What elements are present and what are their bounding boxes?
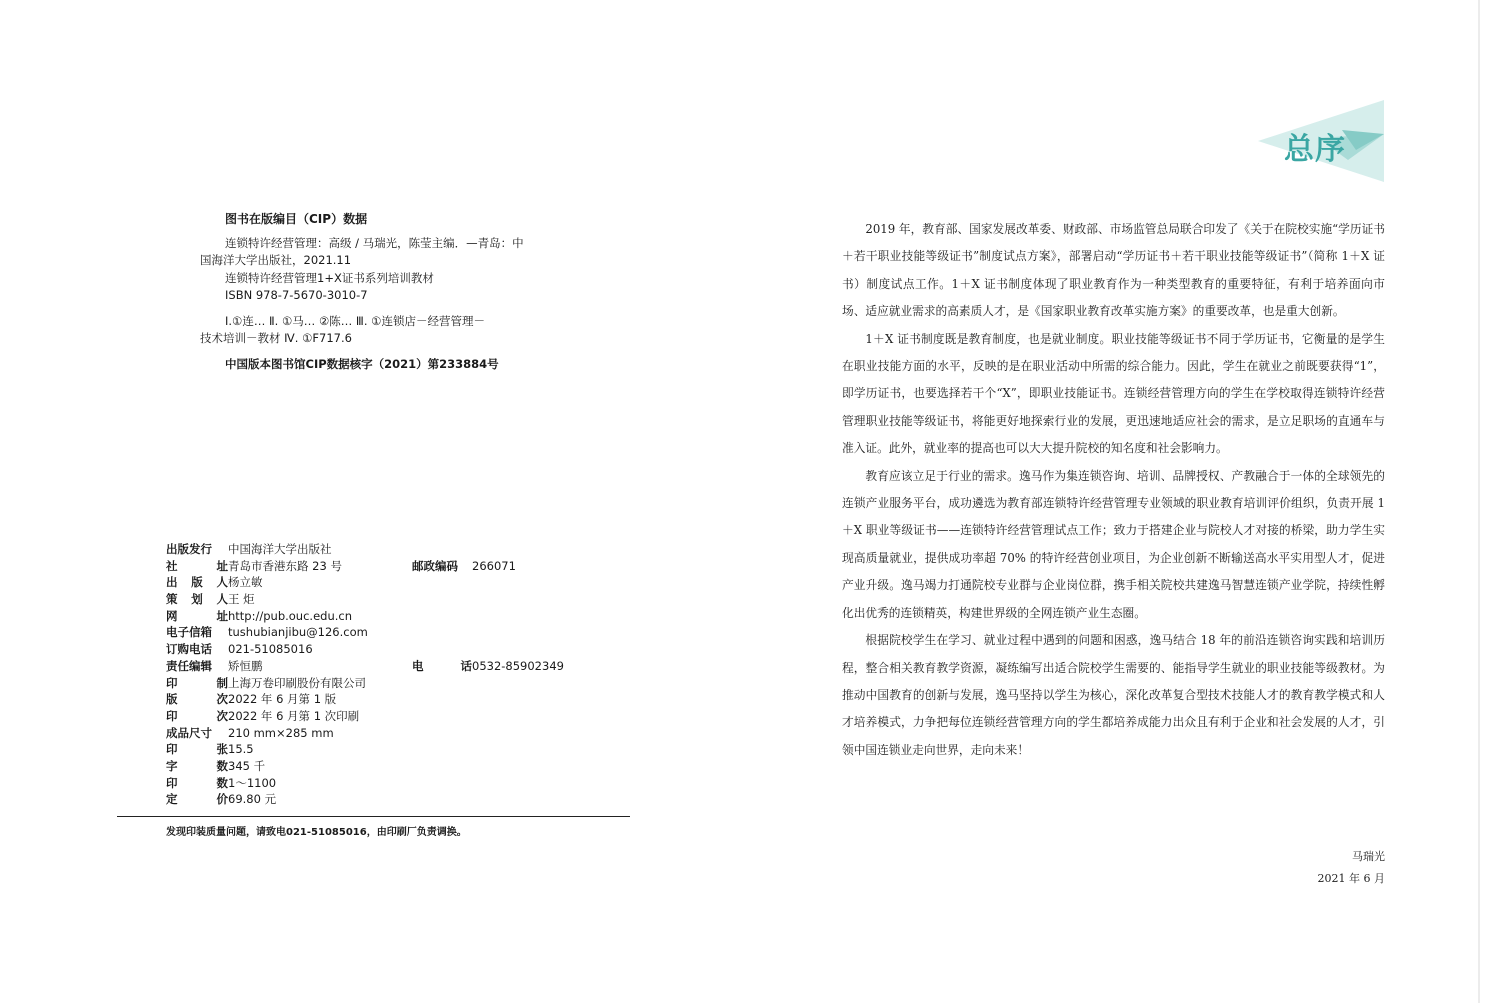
imprint-row — [166, 725, 564, 742]
divider-line — [117, 816, 630, 817]
imprint-value: tushubianjibu@126.com — [228, 625, 368, 640]
imprint-label: 印 次 — [166, 708, 228, 723]
imprint-label: 订购电话 — [166, 642, 212, 657]
imprint-value: 266071 — [472, 558, 516, 573]
cip-isbn: ISBN 978-7-5670-3010-7 — [225, 288, 368, 302]
cip-block — [200, 211, 570, 373]
imprint-label: 印 制 — [166, 675, 228, 690]
imprint-label: 电 话 — [412, 658, 472, 673]
preface-body — [842, 216, 1385, 764]
imprint-value: http://pub.ouc.edu.cn — [228, 608, 353, 623]
imprint-row — [166, 608, 564, 625]
imprint-value: 上海万卷印刷股份有限公司 — [228, 675, 366, 690]
imprint-label: 电子信箱 — [166, 625, 212, 640]
quality-note: 发现印装质量问题，请致电021-51085016，由印刷厂负责调换。 — [166, 827, 467, 838]
cip-title: 图书在版编目（CIP）数据 — [225, 212, 368, 226]
imprint-row — [166, 758, 564, 775]
imprint-value: 王 炬 — [228, 592, 255, 607]
preface-date: 2021 年 6 月 — [1317, 872, 1385, 885]
imprint-label: 出 版 人 — [166, 575, 228, 590]
cip-line: 连锁特许经营管理：高级 / 马瑞光，陈莹主编．—青岛：中 — [225, 235, 524, 250]
imprint-row — [166, 691, 564, 708]
imprint-label: 字 数 — [166, 758, 228, 773]
imprint-label: 版 次 — [166, 692, 228, 707]
imprint-value: 中国海洋大学出版社 — [228, 542, 332, 556]
imprint-value: 青岛市香港东路 23 号 — [228, 558, 342, 573]
cip-line: 国海洋大学出版社，2021.11 — [200, 253, 352, 267]
imprint-row — [166, 574, 564, 591]
imprint-label: 邮政编码 — [412, 558, 458, 573]
imprint-row — [166, 624, 564, 641]
imprint-value: 15.5 — [228, 742, 254, 757]
preface-paragraph: 1＋X 证书制度既是教育制度，也是就业制度。职业技能等级证书不同于学历证书，它衡量的是学生在职业技能方面的水平，反映的是在职业活动中所需的综合能力。因此，学生在就业之前既要获得“1”，即学历证书，也要选择若干个“X”，即职业技能证书。连锁经营管理方向的学生在学校取得连锁特许经营管理职业技能等级证书，将能更好地探索行业的发展，更迅速地适应社会的需求，是立足职场的直通车与准入证。此外，就业率的提高也可以大大提升院校的知名度和社会影响力。 — [842, 331, 1385, 456]
imprint-value: 矫恒鹏 — [228, 658, 263, 673]
imprint-row — [166, 658, 564, 675]
imprint-label: 责任编辑 — [166, 658, 212, 673]
imprint-value: 2022 年 6 月第 1 版 — [228, 692, 337, 707]
imprint-row — [166, 558, 564, 575]
imprint-row — [166, 541, 564, 558]
preface-paragraph: 根据院校学生在学习、就业过程中遇到的问题和困惑，逸马结合 18 年的前沿连锁咨询实践和培训历程，整合相关教育教学资源，凝练编写出适合院校学生需要的、能指导学生就业的职业技能等级教材。为推动中国教育的创新与发展，逸马坚持以学生为核心，深化改革复合型技术技能人才的教育教学模式和人才培养模式，力争把每位连锁经营管理方向的学生都培养成能力出众且有利于企业和社会发展的人才，引领中国连锁业走向世界，走向未来！ — [842, 633, 1385, 757]
imprint-value: 345 千 — [228, 758, 266, 773]
page-edge — [1478, 0, 1480, 1003]
imprint-value: 210 mm×285 mm — [228, 725, 334, 740]
imprint-label: 出版发行 — [166, 542, 212, 556]
imprint-table — [166, 541, 564, 808]
cip-line: Ⅰ.①连… Ⅱ. ①马… ②陈… Ⅲ. ①连锁店－经营管理－ — [225, 313, 485, 328]
imprint-label: 成品尺寸 — [166, 725, 212, 740]
imprint-row — [166, 675, 564, 692]
imprint-value: 021-51085016 — [228, 642, 313, 657]
imprint-label: 印 张 — [166, 742, 228, 757]
preface-paragraph: 2019 年，教育部、国家发展改革委、财政部、市场监管总局联合印发了《关于在院校实施“学历证书＋若干职业技能等级证书”制度试点方案》，部署启动“学历证书＋若干职业技能等级证书”（简称 1＋X 证书）制度试点工作。1＋X 证书制度体现了职业教育作为一种类型教育的重要特征，有利于培养面向市场、适应就业需求的高素质人才，是《国家职业教育改革实施方案》的重要改革，也是重大创新。 — [842, 222, 1385, 319]
imprint-label: 社 址 — [166, 558, 228, 573]
preface-paragraph: 教育应该立足于行业的需求。逸马作为集连锁咨询、培训、品牌授权、产教融合于一体的全球领先的连锁产业服务平台，成功遴选为教育部连锁特许经营管理专业领域的职业教育培训评价组织，负责开展 1＋X 职业等级证书——连锁特许经营管理试点工作；致力于搭建企业与院校人才对接的桥梁，助力学生实现高质量就业，提供成功率超 70% 的特许经营创业项目，为企业创新不断输送高水平实用型人才，促进产业升级。逸马竭力打通院校专业群与企业岗位群，携手相关院校共建逸马智慧连锁产业学院，持续性孵化出优秀的连锁精英，构建世界级的全网连锁产业生态圈。 — [842, 468, 1385, 620]
imprint-label: 印 数 — [166, 775, 228, 790]
imprint-row — [166, 591, 564, 608]
imprint-label: 定 价 — [166, 792, 228, 807]
imprint-row — [166, 641, 564, 658]
imprint-label: 网 址 — [166, 608, 228, 623]
cip-number: 中国版本图书馆CIP数据核字（2021）第233884号 — [225, 356, 499, 371]
imprint-value: 69.80 元 — [228, 792, 277, 807]
cip-line: 连锁特许经营管理1+X证书系列培训教材 — [225, 270, 434, 285]
imprint-row — [166, 775, 564, 792]
imprint-row — [166, 791, 564, 808]
imprint-row — [166, 741, 564, 758]
imprint-value: 0532-85902349 — [472, 658, 564, 673]
imprint-value: 杨立敏 — [228, 575, 263, 590]
preface-heading: 总序 — [1284, 132, 1346, 167]
cip-line: 技术培训－教材 Ⅳ. ①F717.6 — [200, 331, 352, 345]
imprint-row — [166, 708, 564, 725]
imprint-value: 1～1100 — [228, 775, 277, 790]
imprint-label: 策 划 人 — [166, 592, 228, 607]
preface-author: 马瑞光 — [1352, 850, 1385, 863]
imprint-value: 2022 年 6 月第 1 次印刷 — [228, 708, 360, 723]
